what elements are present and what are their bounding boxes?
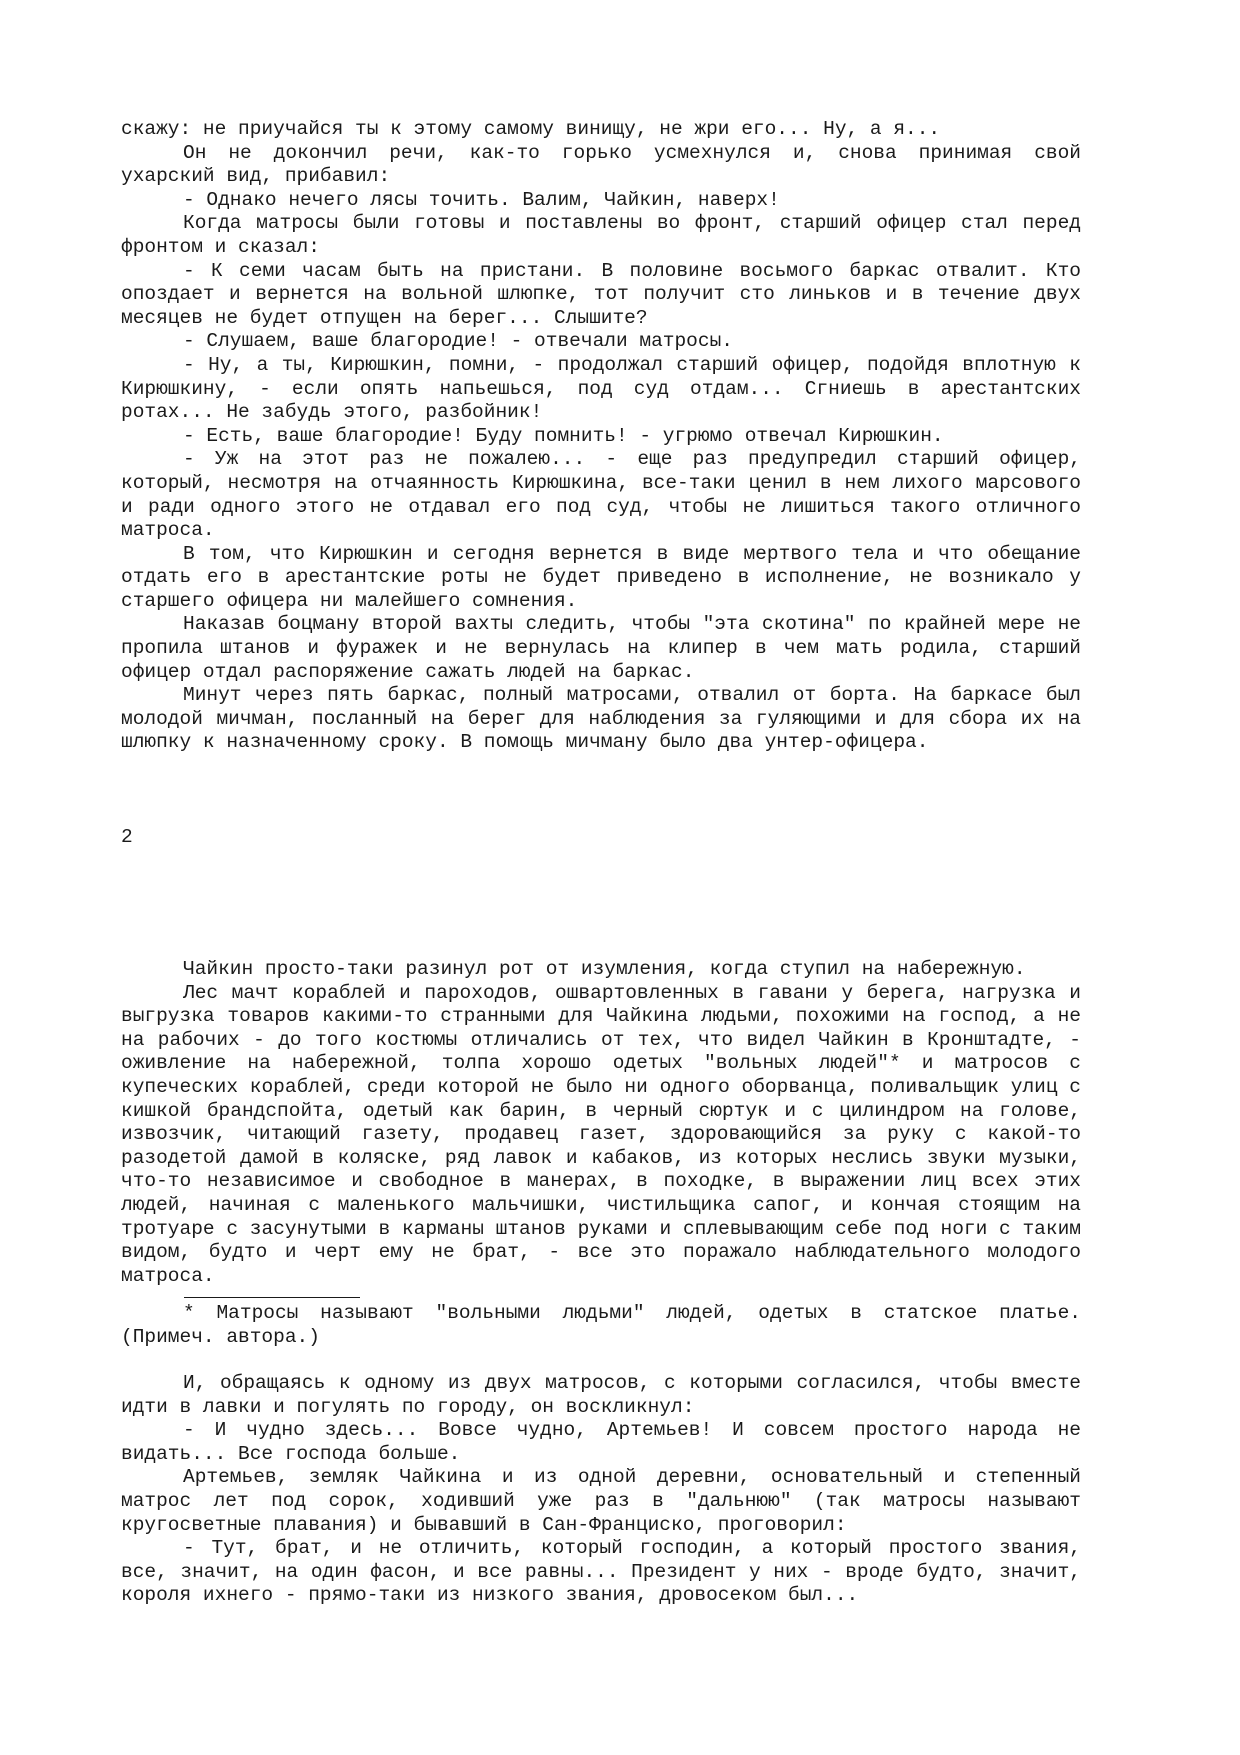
- paragraph: Минут через пять баркас, полный матросами, отвалил от борта. На баркасе был молодой мичман, посланный на берег для наблюдения за гуляющими и для сбора их на шлюпку к назначенному сроку. В помощь мичману было два унтер-офицера.: [121, 684, 1081, 754]
- text-block-bottom: [121, 1372, 1081, 1608]
- text-block-top: [121, 118, 1081, 755]
- paragraph: Лес мачт кораблей и пароходов, ошвартовленных в гавани у берега, нагрузка и выгрузка товаров какими-то странными для Чайкина людьми, похожими на господ, а не на рабочих - до того костюмы отличались от тех, что видел Чайкин в Кронштадте, - оживление на набережной, толпа хорошо одетых "вольных людей"* и матросов с купеческих кораблей, среди которой не было ни одного оборванца, поливальщик улиц с кишкой брандспойта, одетый как барин, в черный сюртук и с цилиндром на голове, извозчик, читающий газету, продавец газет, здоровающийся за руку с какой-то разодетой дамой в коляске, ряд лавок и кабаков, из которых неслись звуки музыки, что-то независимое и свободное в манерах, в походке, в выражении лиц всех этих людей, начиная с маленького мальчишки, чистильщика сапог, и кончая стоящим на тротуаре с засунутыми в карманы штанов руками и сплевывающим себе под ноги с таким видом, будто и черт ему не брат, - все это поражало наблюдательного молодого матроса.: [121, 981, 1081, 1287]
- footnote-separator: [184, 1297, 360, 1298]
- chapter-number: 2: [121, 826, 133, 848]
- paragraph: - Уж на этот раз не пожалею... - еще раз предупредил старший офицер, который, несмотря на отчаянность Кирюшкина, все-таки ценил в нем лихого марсового и ради одного этого не отдавал его под суд, чтобы не лишиться такого отличного матроса.: [121, 448, 1081, 542]
- paragraph: И, обращаясь к одному из двух матросов, с которыми согласился, чтобы вместе идти в лавки и погулять по городу, он воскликнул:: [121, 1372, 1081, 1418]
- paragraph: скажу: не приучайся ты к этому самому винищу, не жри его... Ну, а я...: [121, 118, 941, 140]
- paragraph: - Тут, брат, и не отличить, который господин, а который простого звания, все, значит, на один фасон, и все равны... Президент у них - вроде будто, значит, короля ихнего - прямо-таки из низкого звания, дровосеком был...: [121, 1537, 1081, 1607]
- paragraph: - К семи часам быть на пристани. В половине восьмого баркас отвалит. Кто опоздает и вернется на вольной шлюпке, тот получит сто линьков и в течение двух месяцев не будет отпущен на берег... Слышите?: [121, 259, 1081, 329]
- footnote-text: * Матросы называют "вольными людьми" людей, одетых в статское платье. (Примеч. автора.): [121, 1302, 1081, 1348]
- paragraph: - Однако нечего лясы точить. Валим, Чайкин, наверх!: [183, 188, 780, 211]
- paragraph: Он не докончил речи, как-то горько усмехнулся и, снова принимая свой ухарский вид, прибавил:: [121, 141, 1081, 188]
- paragraph: Чайкин просто-таки разинул рот от изумления, когда ступил на набережную.: [183, 958, 1026, 980]
- text-block-chapter-start: [121, 958, 1081, 1288]
- paragraph: Артемьев, земляк Чайкина и из одной деревни, основательный и степенный матрос лет под сорок, ходивший уже раз в "дальнюю" (так матросы называют кругосветные плавания) и бывавший в Сан-Франциско, проговорил:: [121, 1466, 1081, 1536]
- paragraph: В том, что Кирюшкин и сегодня вернется в виде мертвого тела и что обещание отдать его в арестантские роты не будет приведено в исполнение, не возникало у старшего офицера ни малейшего сомнения.: [121, 542, 1081, 612]
- footnote: [121, 1302, 1081, 1349]
- paragraph: Наказав боцману второй вахты следить, чтобы "эта скотина" по крайней мере не пропила штанов и фуражек и не вернулась на клипер в чем мать родила, старший офицер отдал распоряжение сажать людей на баркас.: [121, 613, 1081, 683]
- paragraph: - Слушаем, ваше благородие! - отвечали матросы.: [183, 330, 733, 353]
- paragraph: - Ну, а ты, Кирюшкин, помни, - продолжал старший офицер, подойдя вплотную к Кирюшкину, - если опять напьешься, под суд отдам... Сгниешь в арестантских ротах... Не забудь этого, разбойник!: [121, 353, 1081, 424]
- paragraph: - Есть, ваше благородие! Буду помнить! - угрюмо отвечал Кирюшкин.: [183, 424, 944, 447]
- paragraph: Когда матросы были готовы и поставлены во фронт, старший офицер стал перед фронтом и сказал:: [121, 212, 1081, 258]
- paragraph: - И чудно здесь... Вовсе чудно, Артемьев! И совсем простого народа не видать... Все господа больше.: [121, 1419, 1081, 1465]
